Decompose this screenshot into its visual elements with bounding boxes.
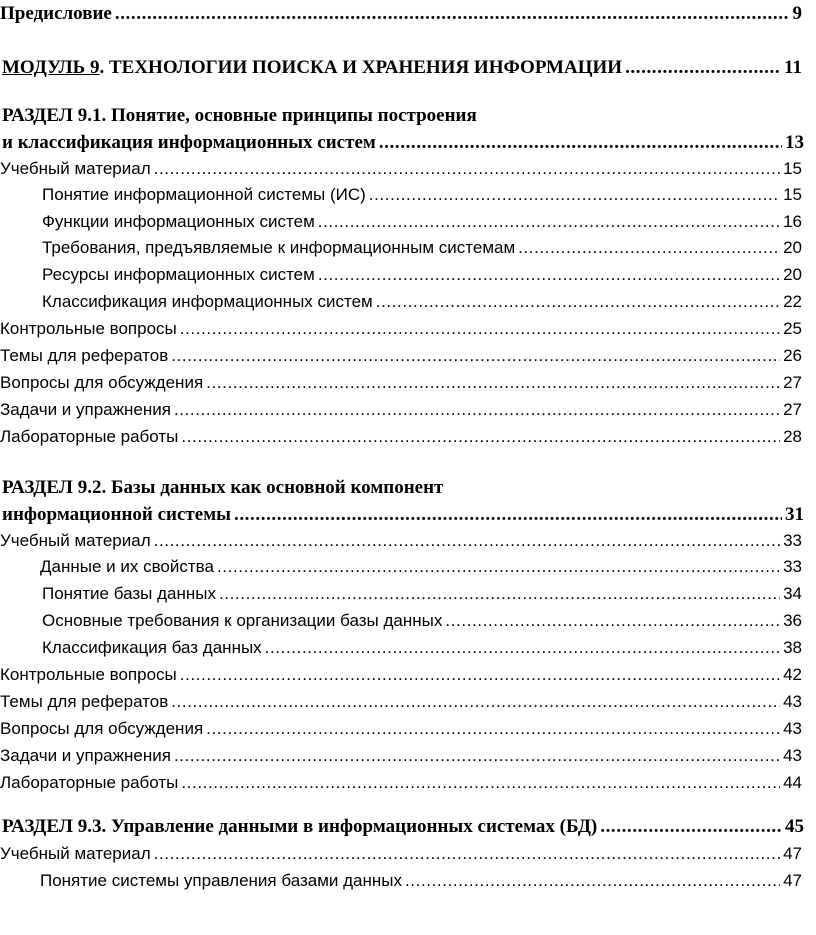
toc-entry-title: Задачи и упражнения xyxy=(0,746,171,765)
toc-entry-section-9-1[interactable] xyxy=(2,131,804,155)
toc-entry-page: 20 xyxy=(783,238,802,257)
toc-entry-title: Требования, предъявляемые к информационным системам xyxy=(42,238,516,257)
toc-entry-page: 27 xyxy=(783,400,802,419)
toc-entry-page: 15 xyxy=(783,159,802,178)
dot-leader xyxy=(171,691,780,713)
toc-entry[interactable] xyxy=(0,664,802,686)
toc-entry[interactable] xyxy=(42,637,802,659)
toc-entry-title: Данные и их свойства xyxy=(40,557,214,576)
toc-entry[interactable] xyxy=(0,399,802,421)
toc-entry[interactable] xyxy=(0,530,802,552)
toc-entry-title: Темы для рефератов xyxy=(0,692,169,711)
toc-entry-page: 43 xyxy=(783,746,802,765)
toc-entry[interactable] xyxy=(0,345,802,367)
toc-entry-page: 34 xyxy=(783,584,802,603)
toc-entry-title: Лабораторные работы xyxy=(0,773,179,792)
dot-leader xyxy=(376,291,780,313)
dot-leader xyxy=(181,426,780,448)
toc-entry-title: Контрольные вопросы xyxy=(0,319,177,338)
toc-entry-page: 16 xyxy=(783,212,802,231)
toc-entry-title: Основные требования к организации базы данных xyxy=(42,611,443,630)
toc-entry-page: 28 xyxy=(783,427,802,446)
toc-entry-page: 45 xyxy=(785,816,804,837)
section-heading-line1: РАЗДЕЛ 9.1. Понятие, основные принципы построения xyxy=(2,105,477,126)
toc-entry-title: и классификация информационных систем xyxy=(2,132,376,153)
toc-entry-page: 33 xyxy=(783,531,802,550)
toc-entry[interactable] xyxy=(0,745,802,767)
toc-entry[interactable] xyxy=(40,556,802,578)
toc-entry-page: 44 xyxy=(783,773,802,792)
toc-entry-title: Ресурсы информационных систем xyxy=(42,265,315,284)
dot-leader xyxy=(518,237,780,259)
toc-entry-title: Учебный материал xyxy=(0,159,151,178)
toc-entry-page: 9 xyxy=(792,3,802,24)
toc-entry-page: 15 xyxy=(783,185,802,204)
toc-entry-title: Классификация информационных систем xyxy=(42,292,373,311)
toc-entry[interactable] xyxy=(0,843,802,865)
toc-entry-section-9-2[interactable] xyxy=(2,503,804,527)
toc-entry[interactable] xyxy=(42,211,802,233)
dot-leader xyxy=(217,556,780,578)
dot-leader xyxy=(405,870,780,892)
toc-entry-preface[interactable] xyxy=(0,2,802,26)
toc-entry[interactable] xyxy=(0,318,802,340)
dot-leader xyxy=(154,843,780,865)
dot-leader xyxy=(180,318,780,340)
toc-entry-title: Функции информационных систем xyxy=(42,212,315,231)
toc-entry[interactable] xyxy=(0,372,802,394)
dot-leader xyxy=(206,718,780,740)
dot-leader xyxy=(154,158,780,180)
toc-entry[interactable] xyxy=(0,691,802,713)
toc-entry[interactable] xyxy=(42,264,802,286)
dot-leader xyxy=(180,664,780,686)
toc-entry-title: информационной системы xyxy=(2,504,231,525)
toc-entry-title: РАЗДЕЛ 9.3. Управление данными в информационных системах (БД) xyxy=(2,816,598,837)
toc-entry-title: Учебный материал xyxy=(0,844,151,863)
toc-entry-title: Учебный материал xyxy=(0,531,151,550)
dot-leader xyxy=(174,399,780,421)
toc-entry[interactable] xyxy=(42,184,802,206)
toc-entry-title: Классификация баз данных xyxy=(42,638,262,657)
toc-entry-title: Темы для рефератов xyxy=(0,346,169,365)
toc-entry[interactable] xyxy=(0,426,802,448)
dot-leader xyxy=(445,610,780,632)
toc-entry-page: 25 xyxy=(783,319,802,338)
toc-entry[interactable] xyxy=(42,237,802,259)
toc-entry-title: Понятие базы данных xyxy=(42,584,216,603)
dot-leader xyxy=(115,2,790,26)
dot-leader xyxy=(265,637,780,659)
dot-leader xyxy=(379,131,782,155)
dot-leader xyxy=(234,503,782,527)
toc-entry-page: 42 xyxy=(783,665,802,684)
toc-entry[interactable] xyxy=(42,291,802,313)
toc-entry-title: Вопросы для обсуждения xyxy=(0,719,204,738)
toc-entry-title: Задачи и упражнения xyxy=(0,400,171,419)
toc-entry-title: Предисловие xyxy=(0,3,112,24)
module-label: МОДУЛЬ 9 xyxy=(2,57,100,78)
toc-entry-page: 38 xyxy=(783,638,802,657)
dot-leader xyxy=(174,745,780,767)
toc-entry-page: 43 xyxy=(783,692,802,711)
toc-entry-title: Понятие системы управления базами данных xyxy=(40,871,402,890)
toc-entry[interactable] xyxy=(0,158,802,180)
toc-entry[interactable] xyxy=(0,718,802,740)
toc-entry-page: 27 xyxy=(783,373,802,392)
dot-leader xyxy=(154,530,780,552)
toc-entry-page: 20 xyxy=(783,265,802,284)
toc-entry-title: Вопросы для обсуждения xyxy=(0,373,204,392)
dot-leader xyxy=(318,264,780,286)
toc-entry[interactable] xyxy=(42,583,802,605)
dot-leader xyxy=(625,56,781,80)
toc-entry-page: 33 xyxy=(783,557,802,576)
toc-entry-module[interactable] xyxy=(2,56,802,80)
section-heading-line1: РАЗДЕЛ 9.2. Базы данных как основной компонент xyxy=(2,477,444,498)
dot-leader xyxy=(318,211,780,233)
toc-entry-title: Понятие информационной системы (ИС) xyxy=(42,185,366,204)
toc-entry-page: 22 xyxy=(783,292,802,311)
toc-entry-page: 47 xyxy=(783,844,802,863)
toc-entry[interactable] xyxy=(40,870,802,892)
module-title: . ТЕХНОЛОГИИ ПОИСКА И ХРАНЕНИЯ ИНФОРМАЦИИ xyxy=(99,57,623,78)
toc-entry-page: 36 xyxy=(783,611,802,630)
toc-entry-page: 47 xyxy=(783,871,802,890)
toc-entry-title xyxy=(2,56,622,80)
toc-entry-page: 43 xyxy=(783,719,802,738)
dot-leader xyxy=(171,345,780,367)
toc-entry-page: 26 xyxy=(783,346,802,365)
dot-leader xyxy=(600,815,782,839)
toc-entry-page: 11 xyxy=(784,57,802,78)
toc-entry-section-9-3[interactable] xyxy=(2,815,804,839)
dot-leader xyxy=(206,372,780,394)
dot-leader xyxy=(181,772,780,794)
dot-leader xyxy=(219,583,780,605)
toc-entry-title: Лабораторные работы xyxy=(0,427,179,446)
toc-entry-page: 13 xyxy=(785,132,804,153)
toc-entry-page: 31 xyxy=(785,504,804,525)
toc-entry[interactable] xyxy=(42,610,802,632)
toc-entry-title: Контрольные вопросы xyxy=(0,665,177,684)
dot-leader xyxy=(369,184,780,206)
toc-entry[interactable] xyxy=(0,772,802,794)
